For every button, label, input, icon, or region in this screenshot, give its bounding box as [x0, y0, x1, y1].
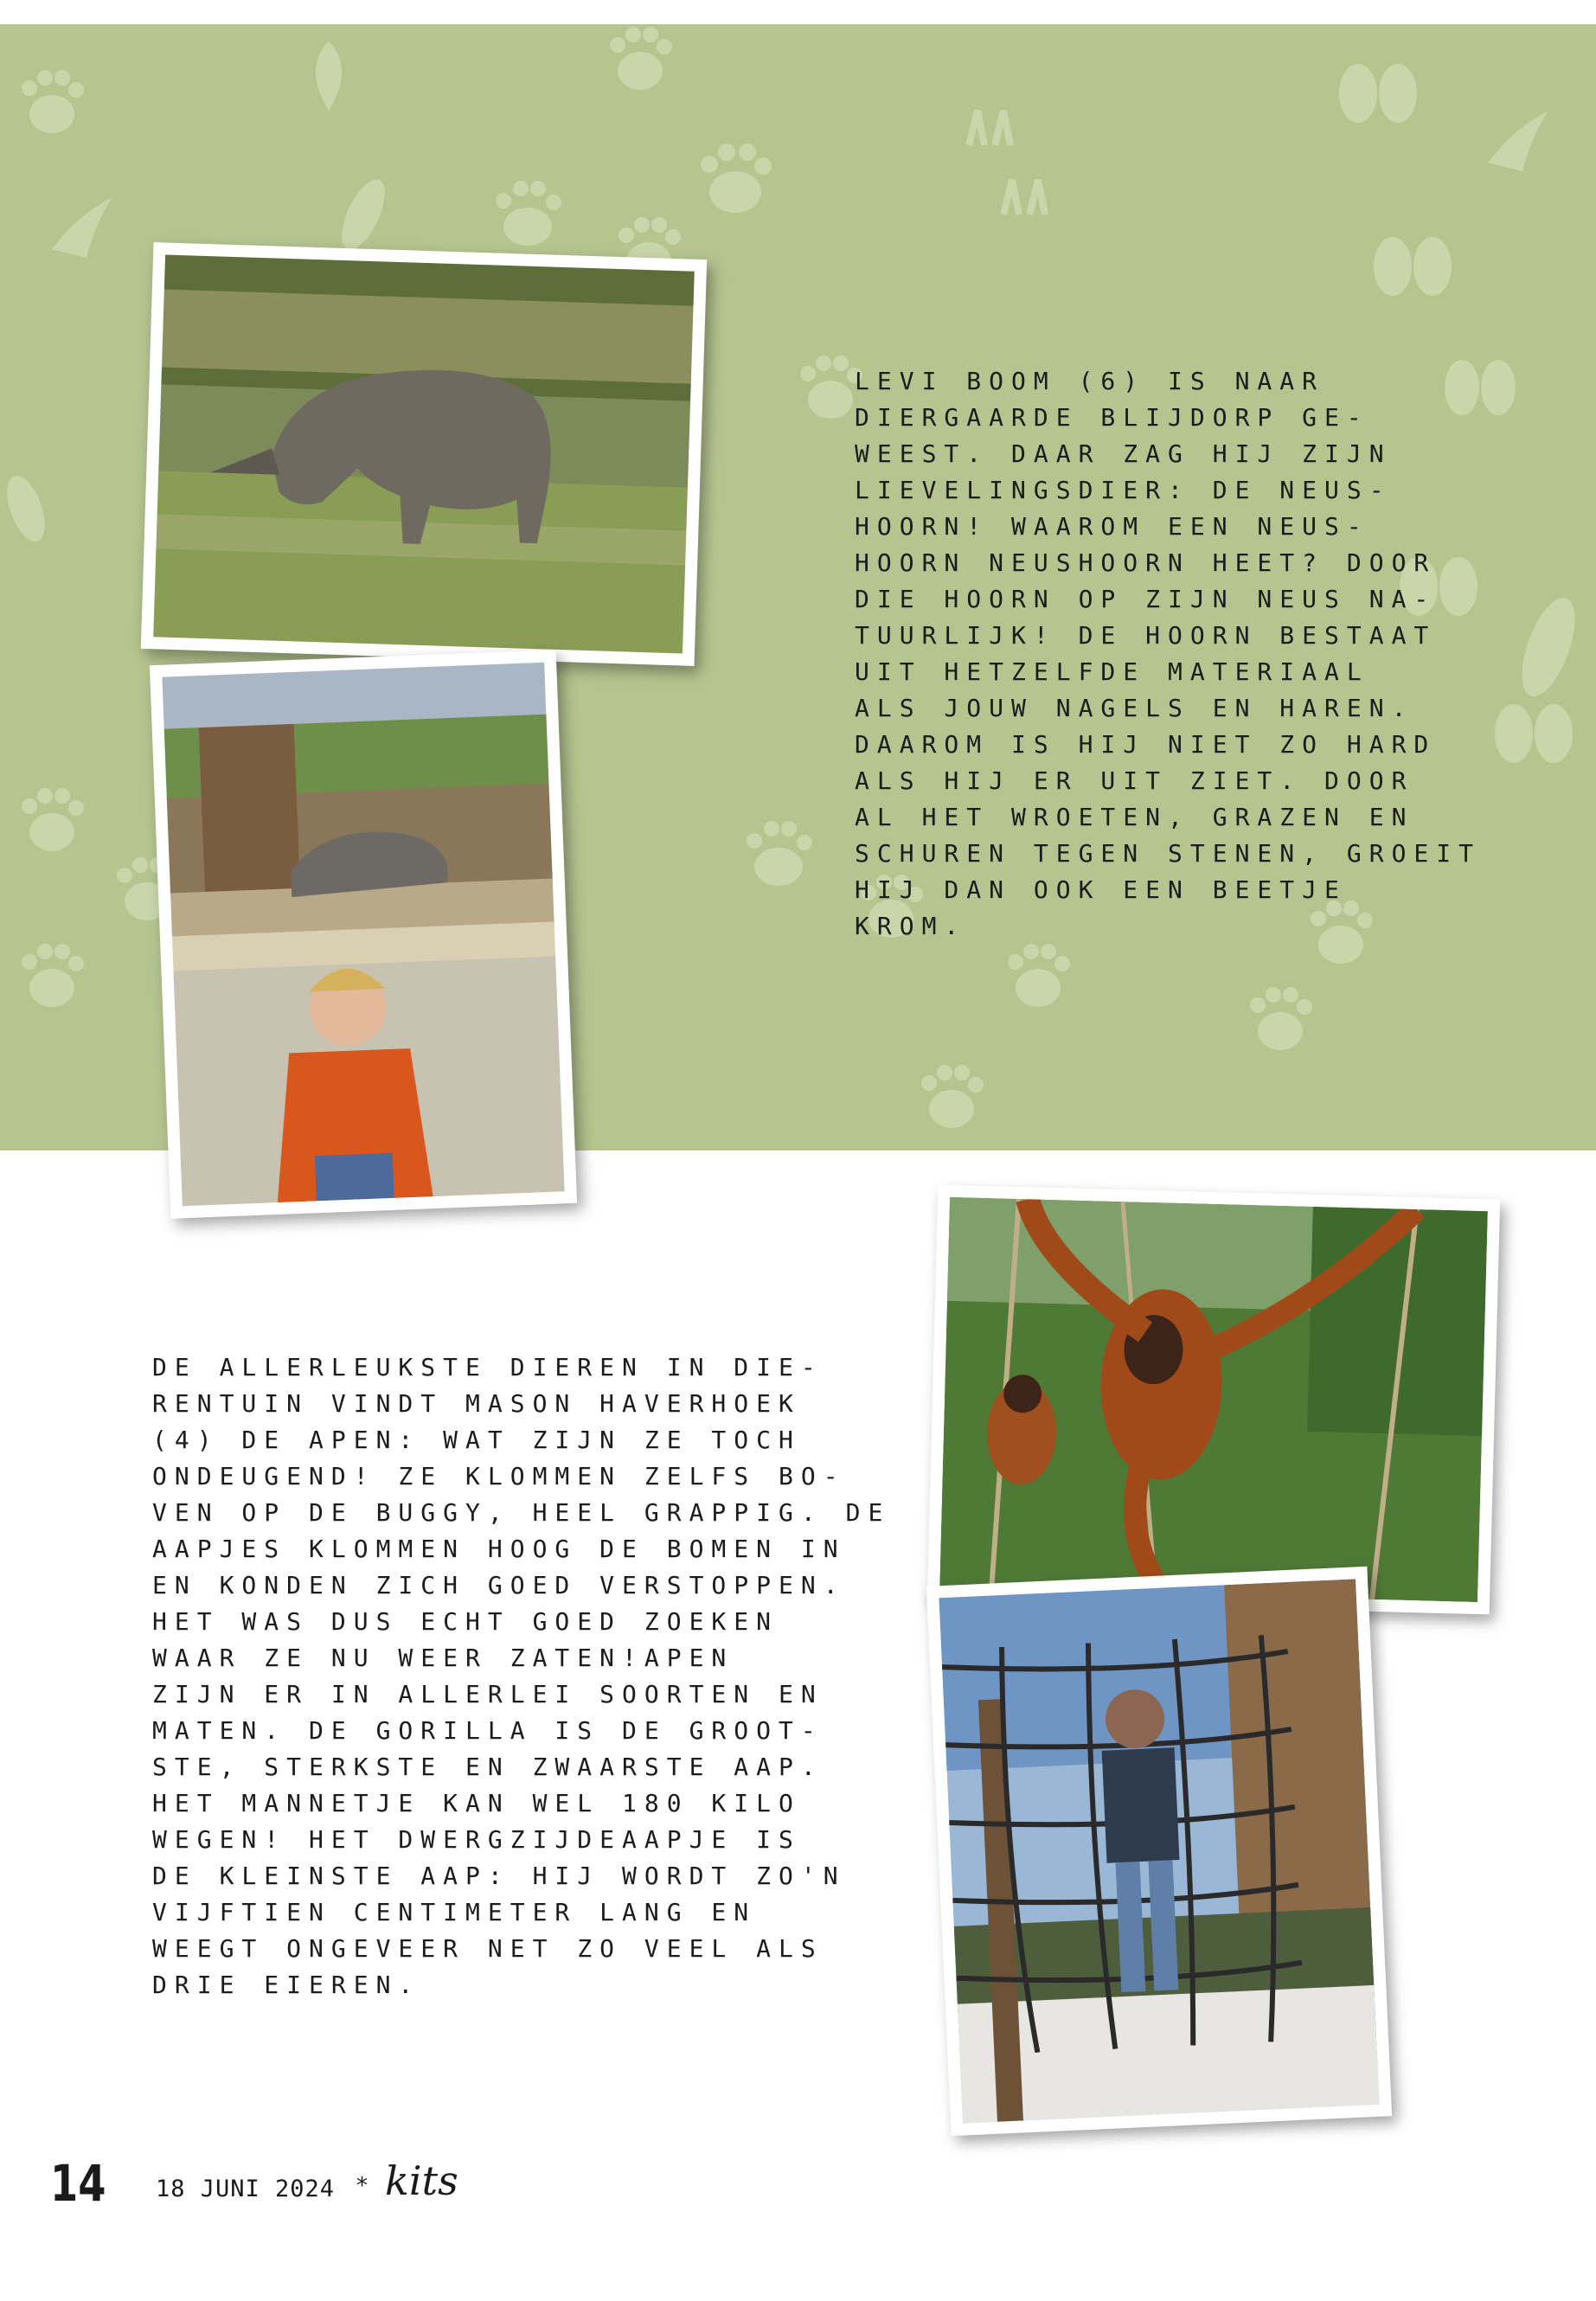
story-line: ONDEUGEND! ZE KLOMMEN ZELFS BO- [152, 1462, 846, 1490]
story-line: DE ALLERLEUKSTE DIEREN IN DIE- [152, 1353, 824, 1381]
story-line: (4) DE APEN: WAT ZIJN ZE TOCH [152, 1426, 801, 1454]
story-line: HET WAS DUS ECHT GOED ZOEKEN [152, 1607, 779, 1636]
story-line: EN KONDEN ZICH GOED VERSTOPPEN. [152, 1571, 846, 1599]
story-line: HET MANNETJE KAN WEL 180 KILO [152, 1789, 801, 1817]
story-line: ZIJN ER IN ALLERLEI SOORTEN EN [152, 1680, 824, 1708]
story-line: WAAR ZE NU WEER ZATEN!APEN [152, 1644, 734, 1672]
photo-orangutans [927, 1185, 1500, 1615]
story-line: VEN OP DE BUGGY, HEEL GRAPPIG. DE [152, 1498, 891, 1527]
climbing-net-photo-image [939, 1579, 1379, 2123]
star-separator-icon: * [356, 2173, 368, 2199]
story-line: ALS JOUW NAGELS EN HAREN. [855, 694, 1414, 722]
story-line: WEEST. DAAR ZAG HIJ ZIJN [855, 439, 1392, 468]
orangutans-photo-image [939, 1197, 1488, 1602]
story-line: KROM. [855, 912, 967, 940]
story-line: AL HET WROETEN, GRAZEN EN [855, 803, 1414, 831]
story-line: HOORN! WAAROM EEN NEUS- [855, 512, 1369, 541]
rhino-photo-image [153, 254, 695, 653]
story-line: DIERGAARDE BLIJDORP GE- [855, 403, 1369, 432]
boy-rhino-photo-image [162, 663, 564, 1207]
story-line: VIJFTIEN CENTIMETER LANG EN [152, 1898, 757, 1926]
story-line: STE, STERKSTE EN ZWAARSTE AAP. [152, 1753, 824, 1781]
issue-date: 18 JUNI 2024 [156, 2176, 336, 2202]
story-line: HOORN NEUSHOORN HEET? DOOR [855, 548, 1437, 577]
photo-rhino-grazing [141, 242, 707, 666]
story-line: WEGEN! HET DWERGZIJDEAAPJE IS [152, 1825, 801, 1854]
story-line: DIE HOORN OP ZIJN NEUS NA- [855, 585, 1437, 613]
story-apes-text [152, 1349, 890, 2003]
story-line: HIJ DAN OOK EEN BEETJE [855, 875, 1347, 904]
page-number: 14 [50, 2154, 106, 2213]
story-line: DRIE EIEREN. [152, 1971, 421, 1999]
brand-logo: kits [385, 2157, 458, 2204]
story-line: DAAROM IS HIJ NIET ZO HARD [855, 730, 1437, 759]
story-line: DE KLEINSTE AAP: HIJ WORDT ZO'N [152, 1862, 846, 1890]
story-line: MATEN. DE GORILLA IS DE GROOT- [152, 1716, 824, 1745]
photo-boy-rhino-enclosure [150, 650, 577, 1219]
story-line: RENTUIN VINDT MASON HAVERHOEK [152, 1389, 801, 1418]
story-line: ALS HIJ ER UIT ZIET. DOOR [855, 766, 1414, 795]
story-line: SCHUREN TEGEN STENEN, GROEIT [855, 839, 1482, 868]
story-line: UIT HETZELFDE MATERIAAL [855, 657, 1369, 686]
story-line: WEEGT ONGEVEER NET ZO VEEL ALS [152, 1934, 824, 1963]
story-line: LEVI BOOM (6) IS NAAR [855, 367, 1325, 395]
story-rhino-text [855, 363, 1481, 945]
story-line: TUURLIJK! DE HOORN BESTAAT [855, 621, 1437, 650]
photo-child-climbing-net [926, 1567, 1392, 2136]
story-line: LIEVELINGSDIER: DE NEUS- [855, 476, 1392, 504]
story-line: AAPJES KLOMMEN HOOG DE BOMEN IN [152, 1535, 846, 1563]
